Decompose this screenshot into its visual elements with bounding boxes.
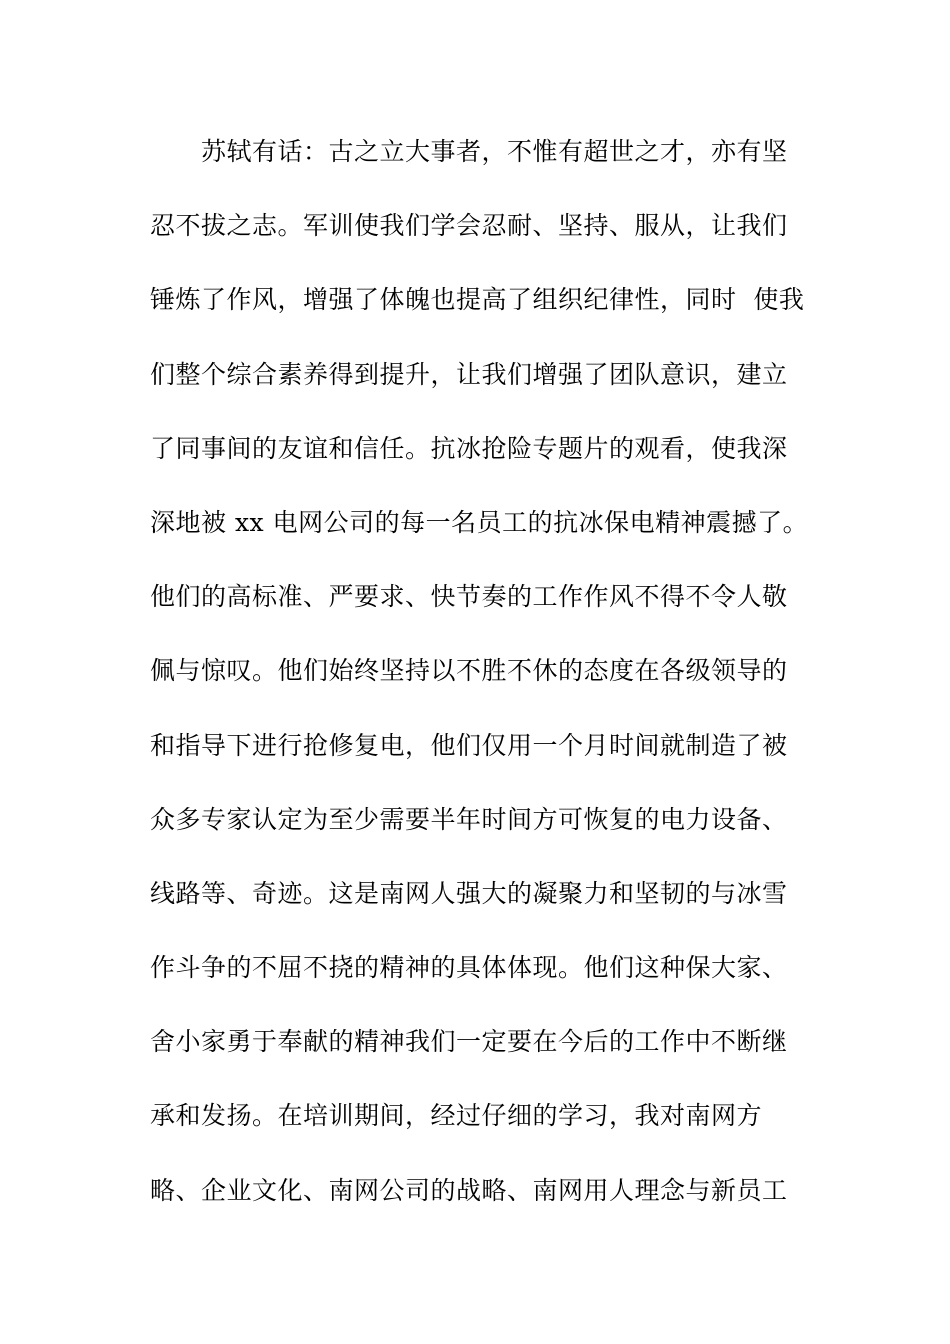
text-line-3: 锤炼了作风，增强了体魄也提高了组织纪律性，同时 使我 (150, 285, 805, 315)
text-line-2: 忍不拔之志。军训使我们学会忍耐、坚持、服从，让我们 (150, 211, 788, 241)
body-paragraph (150, 122, 830, 1235)
text-line-1: 苏轼有话：古之立大事者，不惟有超世之才，亦有坚 (150, 137, 788, 166)
text-line-13: 舍小家勇于奉献的精神我们一定要在今后的工作中不断继 (150, 1027, 788, 1057)
text-line-10: 众多专家认定为至少需要半年时间方可恢复的电力设备、 (150, 804, 788, 834)
text-line-14: 承和发扬。在培训期间，经过仔细的学习，我对南网方 (150, 1101, 763, 1131)
text-line-11: 线路等、奇迹。这是南网人强大的凝聚力和坚韧的与冰雪 (150, 878, 788, 908)
text-line-12: 作斗争的不屈不挠的精神的具体体现。他们这种保大家、 (150, 953, 788, 983)
text-line-9: 和指导下进行抢修复电，他们仅用一个月时间就制造了被 (150, 730, 788, 760)
text-line-6: 深地被 xx 电网公司的每一名员工的抗冰保电精神震撼了。 (150, 507, 809, 537)
text-line-4: 们整个综合素养得到提升，让我们增强了团队意识，建立 (150, 359, 788, 389)
text-line-15: 略、企业文化、南网公司的战略、南网用人理念与新员工 (150, 1175, 788, 1205)
text-line-7: 他们的高标准、严要求、快节奏的工作作风不得不令人敬 (150, 582, 788, 612)
text-line-5: 了同事间的友谊和信任。抗冰抢险专题片的观看，使我深 (150, 433, 788, 463)
text-line-8: 佩与惊叹。他们始终坚持以不胜不休的态度在各级领导的 (150, 656, 788, 686)
